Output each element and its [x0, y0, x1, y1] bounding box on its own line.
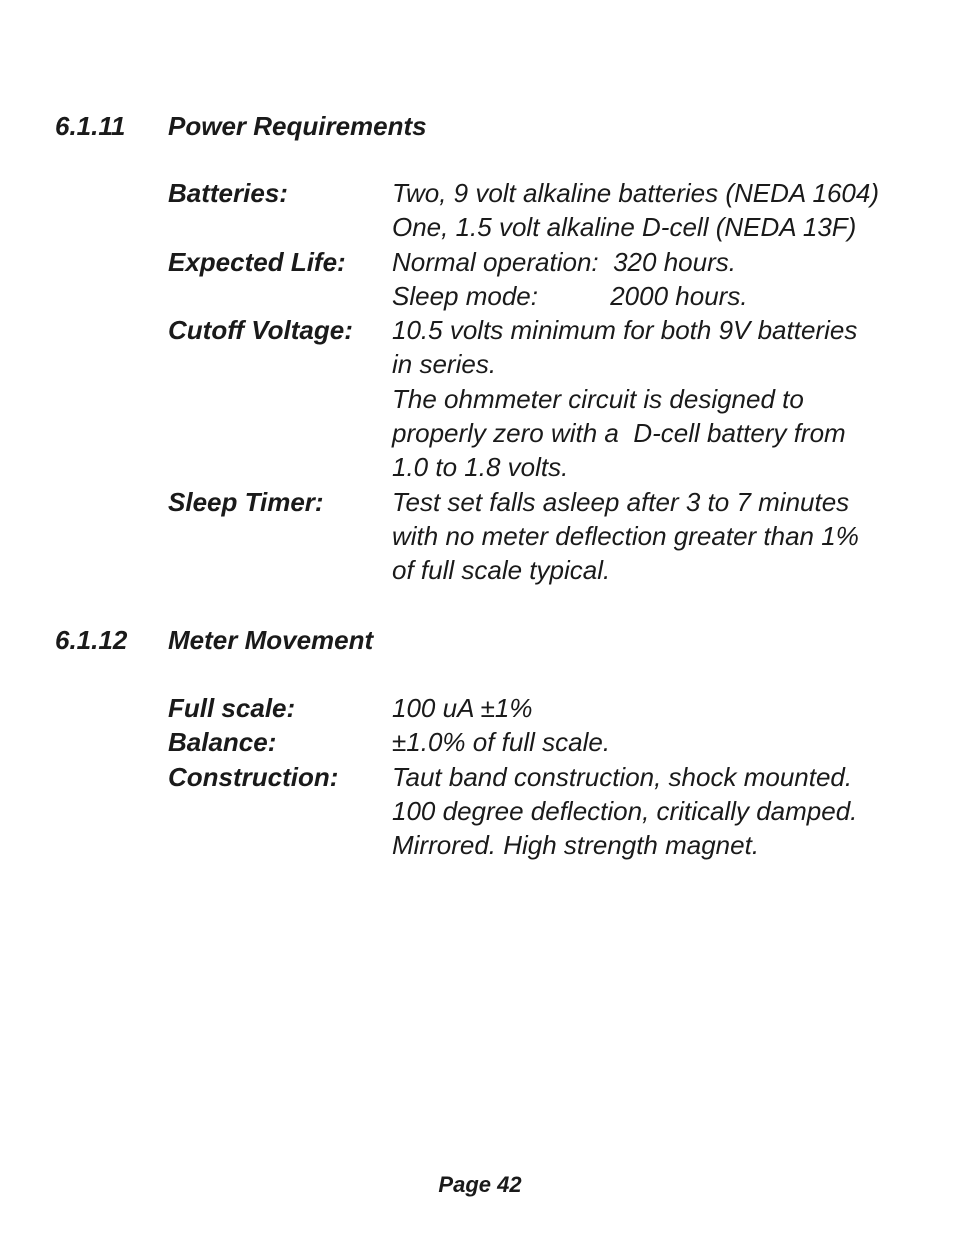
spec-row-batteries	[168, 176, 928, 245]
spec-value-line: 10.5 volts minimum for both 9V batteries	[392, 315, 858, 346]
spec-value	[392, 485, 928, 588]
spec-value-line: One, 1.5 volt alkaline D-cell (NEDA 13F)	[392, 212, 857, 243]
spec-value	[392, 176, 928, 245]
spec-row-full-scale	[168, 691, 928, 725]
meter-movement-specs	[168, 691, 928, 862]
section-heading-power-requirements	[55, 109, 427, 143]
spec-value	[392, 760, 928, 863]
spec-label: Full scale:	[168, 693, 296, 723]
spec-label: Construction:	[168, 761, 339, 792]
spec-label: Expected Life:	[168, 246, 346, 277]
spec-value-line: 100 uA ±1%	[392, 693, 533, 723]
spec-value-line: Two, 9 volt alkaline batteries (NEDA 1604)	[392, 178, 879, 208]
spec-label: Cutoff Voltage:	[168, 315, 353, 346]
section-heading-meter-movement	[55, 623, 373, 657]
spec-value-line: Taut band construction, shock mounted.	[392, 761, 853, 792]
spec-row-expected-life	[168, 245, 928, 314]
section-title: Power Requirements	[168, 111, 427, 141]
spec-value-line: Sleep mode: 2000 hours.	[392, 280, 748, 311]
spec-value-line: with no meter deflection greater than 1%	[392, 520, 859, 551]
spec-value-line: Normal operation: 320 hours.	[392, 246, 736, 277]
spec-value	[392, 313, 928, 484]
spec-label: Sleep Timer:	[168, 486, 324, 517]
spec-row-construction	[168, 760, 928, 863]
spec-value-line: ±1.0% of full scale.	[392, 727, 611, 758]
spec-value-line: of full scale typical.	[392, 555, 611, 586]
section-number: 6.1.12	[55, 625, 128, 655]
spec-value-line: The ohmmeter circuit is designed to	[392, 383, 804, 414]
page-number: Page 42	[438, 1172, 522, 1197]
spec-value-line: in series.	[392, 349, 497, 380]
spec-row-sleep-timer	[168, 485, 928, 588]
section-title: Meter Movement	[168, 625, 374, 655]
spec-value-line: properly zero with a D-cell battery from	[392, 418, 846, 449]
spec-label: Balance:	[168, 727, 277, 758]
section-number: 6.1.11	[55, 111, 126, 141]
power-requirements-specs	[168, 176, 928, 588]
spec-value	[392, 691, 928, 725]
spec-row-balance	[168, 725, 928, 759]
spec-value-line: 100 degree deflection, critically damped.	[392, 795, 858, 826]
spec-value-line: Mirrored. High strength magnet.	[392, 830, 760, 861]
spec-value-line: Test set falls asleep after 3 to 7 minutes	[392, 486, 850, 517]
spec-value-line: 1.0 to 1.8 volts.	[392, 452, 569, 483]
spec-row-cutoff-voltage	[168, 313, 928, 484]
spec-value	[392, 245, 928, 314]
spec-value	[392, 725, 928, 759]
spec-label: Batteries:	[168, 178, 288, 208]
